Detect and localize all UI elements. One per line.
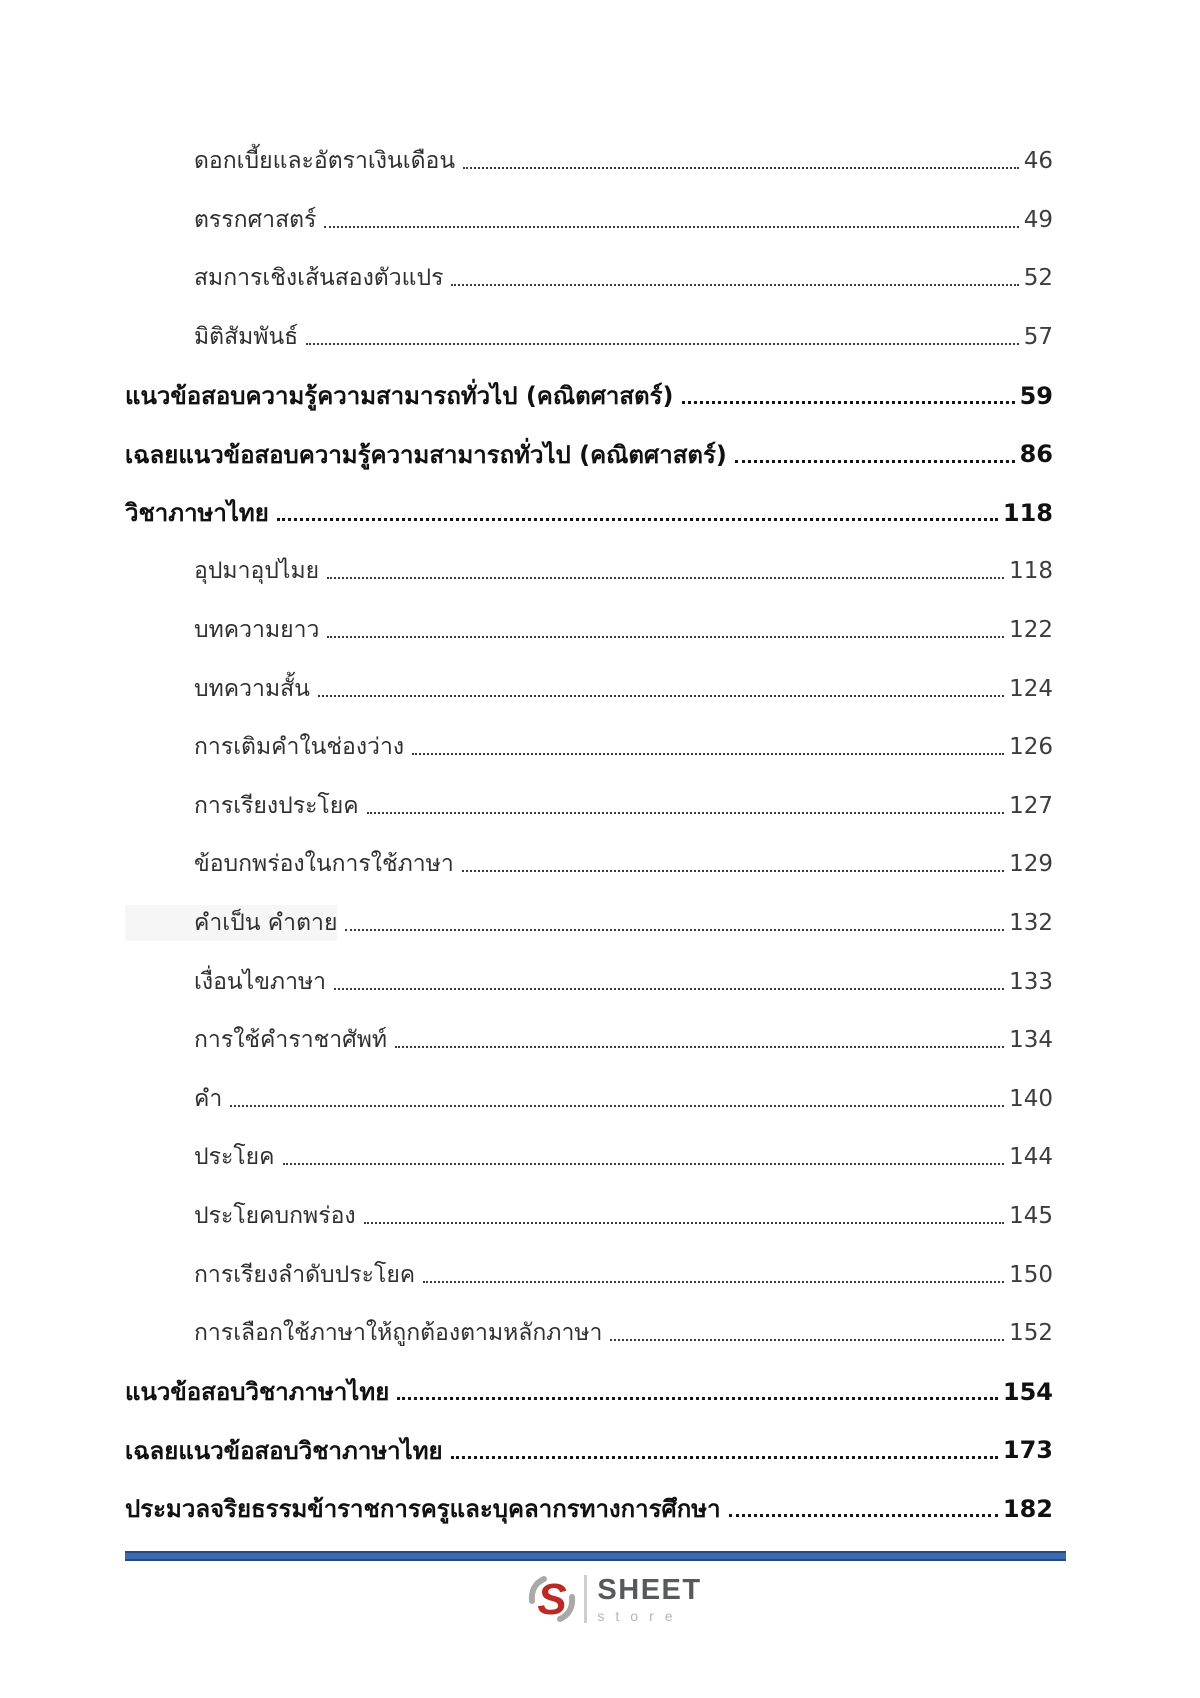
toc-entry: [125, 425, 1053, 484]
toc-page-number: 140: [1009, 1085, 1053, 1112]
dotted-leader: [463, 167, 1019, 169]
toc-entry-label: การเรียงลำดับประโยค: [194, 1261, 416, 1288]
toc-entry-label: อุปมาอุปไมย: [194, 558, 320, 585]
toc-entry-label: แนวข้อสอบความรู้ความสามารถทั่วไป (คณิตศาสตร์): [125, 382, 674, 411]
logo-separator: [584, 1575, 587, 1623]
dotted-leader: [334, 988, 1004, 990]
dotted-leader: [367, 812, 1004, 814]
toc-entry-label: ประโยค: [194, 1144, 275, 1171]
toc-entry-label: การเติมคำในช่องว่าง: [194, 734, 405, 761]
toc-entry-label: แนวข้อสอบวิชาภาษาไทย: [125, 1378, 390, 1407]
dotted-leader: [324, 226, 1018, 228]
toc-page-number: 126: [1009, 734, 1053, 761]
toc-entry-label: ดอกเบี้ยและอัตราเงินเดือน: [194, 148, 456, 175]
dotted-leader: [395, 1046, 1004, 1048]
toc-page-number: 59: [1019, 381, 1053, 410]
toc-entry: [125, 1480, 1053, 1539]
toc-entry: [125, 191, 1053, 250]
svg-text:S: S: [537, 1575, 568, 1624]
toc-page-number: 118: [1009, 558, 1053, 585]
toc-entry: [125, 484, 1053, 543]
toc-entry-label: คำ: [194, 1085, 223, 1112]
brand-name: SHEET: [597, 1573, 702, 1606]
toc-page-number: 152: [1009, 1320, 1053, 1347]
toc-page-number: 49: [1023, 206, 1053, 233]
toc-entry: [125, 894, 1053, 953]
logo-text-block: [597, 1573, 702, 1624]
brand-subtitle: store: [597, 1607, 684, 1624]
toc-page-number: 86: [1019, 440, 1053, 469]
dotted-leader: [283, 1163, 1005, 1165]
toc-page-number: 127: [1009, 792, 1053, 819]
dotted-leader: [277, 518, 998, 521]
toc-entry-label: คำเป็น คำตาย: [125, 905, 337, 941]
toc-entry: [125, 835, 1053, 894]
toc-page-number: 134: [1009, 1027, 1053, 1054]
toc-entry: [125, 366, 1053, 425]
toc-page-number: 133: [1009, 968, 1053, 995]
toc-page-number: 150: [1009, 1261, 1053, 1288]
footer-divider: [125, 1551, 1066, 1561]
toc-entry: [125, 1304, 1053, 1363]
toc-entry: [125, 1421, 1053, 1480]
toc-entry: [125, 718, 1053, 777]
dotted-leader: [327, 577, 1004, 579]
dotted-leader: [345, 929, 1004, 931]
toc-page-number: 52: [1023, 265, 1053, 292]
toc-page-number: 173: [1002, 1436, 1053, 1465]
toc-page-number: 154: [1002, 1377, 1053, 1406]
toc-entry-label: วิชาภาษาไทย: [125, 499, 269, 528]
toc-page-number: 57: [1023, 324, 1053, 351]
toc-entry-label: เฉลยแนวข้อสอบวิชาภาษาไทย: [125, 1436, 443, 1465]
toc-entry: [125, 132, 1053, 191]
toc-page-number: 124: [1009, 675, 1053, 702]
dotted-leader: [423, 1281, 1004, 1283]
table-of-contents: [125, 132, 1053, 1538]
dotted-leader: [735, 460, 1015, 463]
toc-entry-label: การเรียงประโยค: [194, 792, 359, 819]
toc-page-number: 144: [1009, 1144, 1053, 1171]
toc-entry-label: ข้อบกพร่องในการใช้ภาษา: [194, 851, 454, 878]
dotted-leader: [412, 753, 1004, 755]
toc-entry: [125, 308, 1053, 367]
toc-page-number: 145: [1009, 1202, 1053, 1229]
toc-entry: [125, 1070, 1053, 1129]
dotted-leader: [451, 1456, 998, 1459]
dotted-leader: [451, 284, 1018, 286]
toc-entry: [125, 1187, 1053, 1246]
dotted-leader: [364, 1222, 1004, 1224]
dotted-leader: [397, 1397, 998, 1400]
toc-entry-label: การเลือกใช้ภาษาให้ถูกต้องตามหลักภาษา: [194, 1320, 603, 1347]
sheet-store-s-icon: [528, 1574, 576, 1624]
toc-entry: [125, 1011, 1053, 1070]
toc-page-number: 122: [1009, 617, 1053, 644]
toc-page-number: 129: [1009, 851, 1053, 878]
dotted-leader: [610, 1339, 1004, 1341]
sheet-store-logo: [0, 1574, 1200, 1624]
toc-entry-label: เงื่อนไขภาษา: [194, 968, 327, 995]
toc-entry-label: บทความยาว: [194, 617, 320, 644]
toc-entry: [125, 1362, 1053, 1421]
dotted-leader: [462, 870, 1004, 872]
dotted-leader: [327, 636, 1004, 638]
toc-entry: [125, 542, 1053, 601]
toc-entry-label: บทความสั้น: [194, 675, 310, 702]
dotted-leader: [230, 1105, 1004, 1107]
toc-entry: [125, 952, 1053, 1011]
toc-entry: [125, 601, 1053, 660]
toc-page-number: 132: [1009, 910, 1053, 937]
toc-entry-label: การใช้คำราชาศัพท์: [194, 1027, 388, 1054]
toc-page-number: 118: [1002, 498, 1053, 527]
dotted-leader: [729, 1514, 998, 1517]
toc-entry: [125, 777, 1053, 836]
toc-entry: [125, 1245, 1053, 1304]
dotted-leader: [306, 343, 1019, 345]
toc-page-number: 46: [1023, 148, 1053, 175]
toc-entry: [125, 659, 1053, 718]
toc-entry-label: มิติสัมพันธ์: [194, 324, 299, 351]
toc-page-number: 182: [1002, 1494, 1053, 1523]
toc-entry: [125, 1128, 1053, 1187]
dotted-leader: [682, 401, 1015, 404]
toc-entry-label: ประโยคบกพร่อง: [194, 1202, 356, 1229]
toc-entry-label: ประมวลจริยธรรมข้าราชการครูและบุคลากรทางการศึกษา: [125, 1495, 721, 1524]
toc-entry: [125, 249, 1053, 308]
toc-entry-label: เฉลยแนวข้อสอบความรู้ความสามารถทั่วไป (คณิตศาสตร์): [125, 440, 727, 469]
toc-entry-label: สมการเชิงเส้นสองตัวแปร: [194, 265, 444, 292]
toc-entry-label: ตรรกศาสตร์: [194, 206, 317, 233]
logo-lockup: [528, 1574, 701, 1624]
dotted-leader: [318, 695, 1004, 697]
